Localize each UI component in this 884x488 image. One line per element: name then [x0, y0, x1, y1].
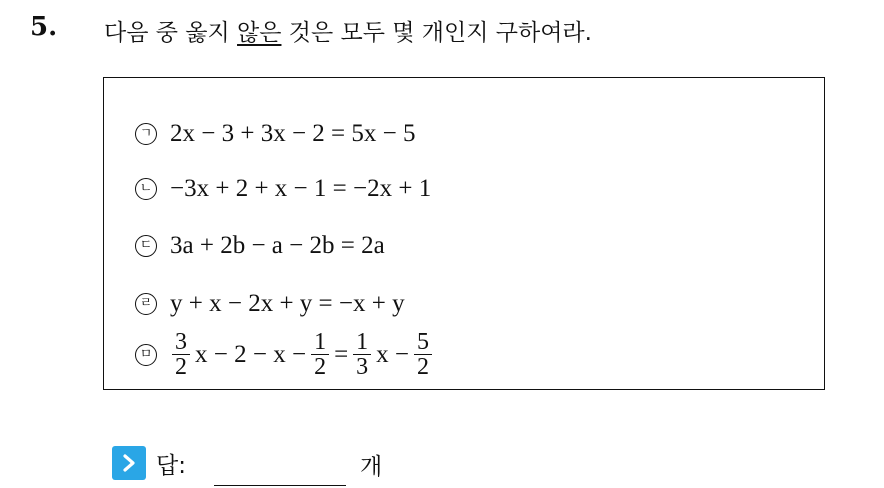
fraction-numerator: 1 [311, 330, 329, 355]
fraction-numerator: 5 [414, 330, 432, 355]
fraction [172, 330, 190, 379]
fraction-denominator: 2 [417, 354, 430, 380]
choice-item-3 [135, 232, 385, 260]
choice-item-1 [135, 120, 416, 148]
answer-blank[interactable] [214, 485, 346, 486]
choice-item-5 [135, 330, 434, 379]
choice-expression: 2x − 3 + 3x − 2 = 5x − 5 [170, 120, 416, 147]
choice-expression: y + x − 2x + y = −x + y [170, 290, 405, 317]
question-text-after: 것은 모두 몇 개인지 구하여라. [281, 20, 592, 46]
choice-marker: ㄹ [135, 293, 157, 315]
choice-expression-fraction [170, 330, 434, 379]
choice-marker: ㄷ [135, 235, 157, 257]
fraction-denominator: 2 [175, 354, 187, 380]
chevron-right-icon [112, 446, 146, 480]
choice-marker: ㄱ [135, 123, 157, 145]
question-text-underlined: 않은 [237, 20, 282, 46]
answer-unit: 개 [360, 454, 383, 480]
fraction [311, 330, 329, 379]
fraction-denominator: 2 [314, 354, 327, 380]
expression-part: x − [376, 340, 410, 368]
question-text-before: 다음 중 옳지 [104, 20, 238, 46]
expression-part: x − 2 − x − [195, 340, 307, 368]
question-number: 5. [30, 12, 58, 42]
choice-marker: ㅁ [135, 344, 157, 366]
fraction-denominator: 3 [356, 354, 369, 380]
fraction-numerator: 1 [353, 330, 371, 355]
choice-expression: 3a + 2b − a − 2b = 2a [170, 232, 385, 259]
fraction [353, 330, 371, 379]
choice-marker: ㄴ [135, 178, 157, 200]
answer-row [112, 446, 186, 480]
question-text [104, 14, 592, 47]
fraction-numerator: 3 [172, 330, 190, 355]
choice-expression: −3x + 2 + x − 1 = −2x + 1 [170, 175, 432, 202]
answer-label: 답: [156, 452, 186, 479]
fraction [414, 330, 432, 379]
equals-sign: = [334, 340, 349, 368]
choice-item-2 [135, 175, 431, 203]
choice-item-4 [135, 290, 405, 318]
